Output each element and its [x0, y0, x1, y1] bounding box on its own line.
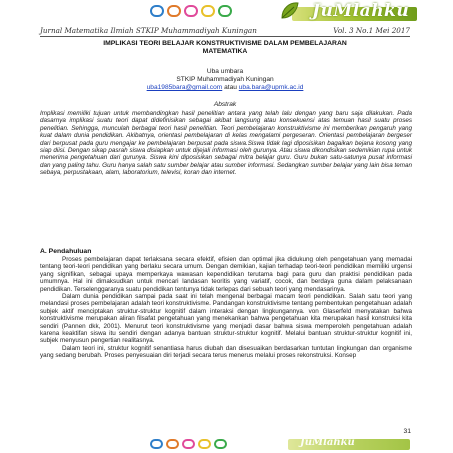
bubble-icon: [166, 439, 179, 449]
journal-logo-text: JuMlahku: [312, 1, 410, 21]
bubble-icon: [214, 439, 227, 449]
abstract-heading: Abstrak: [213, 101, 237, 108]
journal-banner-top: [150, 2, 410, 22]
bubble-icon: [218, 5, 232, 17]
email-connector: atau: [224, 84, 237, 91]
paper-title-line1: IMPLIKASI TEORI BELAJAR KONSTRUKTIVISME DALAM PEMBELAJARAN: [103, 40, 347, 47]
bubble-icon: [198, 439, 211, 449]
paper-title-line2: MATEMATIKA: [202, 48, 248, 55]
bubble-icon: [201, 5, 215, 17]
paragraph: Dalam teori ini, struktur kognitif senantiasa harus diubah dan disesuaikan berdasarkan tuntutan lingkungan dan organisme yang sedang berubah. Proses penyesuaian diri terjadi secara terus menerus melalui proses rekonstruksi. Konsep: [40, 344, 412, 360]
author-emails: [40, 84, 410, 92]
author-email-link[interactable]: uba1985bara@gmail.com: [146, 84, 223, 91]
author-affiliation: STKIP Muhammadiyah Kuningan: [176, 76, 274, 83]
author-name: Uba umbara: [206, 68, 244, 75]
bubble-icon: [182, 439, 195, 449]
paragraph: Proses pembelajaran dapat terlaksana secara efektif, efisien dan optimal jika didukung oleh pengetahuan yang memadai tentang teori-teori pendidikan yang berlaku secara umum. Dengan demikian, kajian terhadap teori-teori pendidikan memiliki urgensi yang signifikan, sebagai upaya memperkaya wawasan kependidikan terutama bagi para guru dan praktisi pendidikan pada umumnya. Hal ini dimaksudkan untuk mencari landasan teoritis yang variatif, cocok, dan berdaya guna dalam pelaksanaan pendidikan. Terselenggaranya suatu pendidikan tentunya tidak terlepas dari sebuah teori yang mendasarinya.: [40, 256, 412, 293]
page-number: 31: [403, 428, 411, 435]
journal-volume: Vol. 3 No.1 Mei 2017: [333, 26, 410, 35]
color-bubbles-bottom: [150, 439, 227, 449]
section-heading: A. Pendahuluan: [40, 248, 92, 255]
bubble-icon: [184, 5, 198, 17]
header-divider: [40, 36, 410, 37]
color-bubbles-top: [150, 5, 232, 17]
section-body: [40, 256, 412, 360]
bubble-icon: [167, 5, 181, 17]
bubble-icon: [150, 439, 163, 449]
author-email-link-2[interactable]: uba.bara@upmk.ac.id: [238, 84, 304, 91]
author-block: [40, 68, 410, 92]
abstract-text: Implikasi memiliki tujuan untuk membandingkan hasil penelitian antara yang telah lalu dengan yang baru saja dilakukan. Pada dasarnya implikasi suatu teori dapat didefinisikan sebagai akibat langsung atau konsekuensi atas temuan hasil suatu proses penelitian. Sehingga, munculah berbagai teori hasil penelitian. Teori pembelajaran konstruktivisme ini memberikan pengaruh yang kuat dalam dunia pendidikan. Akibatnya, orientasi pembelajaran di kelas mengalami pergeseran. Orientasi pembelajaran bergeser dari berpusat pada guru mengajar ke pembelajaran berpusat pada siswa.Siswa tidak lagi diposisikan bagaikan bejana kosong yang siap diisi. Dengan sikap pasrah siswa disiapkan untuk dijejali informasi oleh gurunya. Atau siswa dikondisikan sedemikian rupa untuk menerima pengetahuan dari gurunya. Siswa kini diposisikan sebagai mitra belajar guru. Guru bukan satu-satunya pusat informasi dan yang paling tahu. Guru hanya salah satu sumber belajar atau sumber informasi. Sedangkan sumber belajar yang lain bisa teman sebaya, perpustakaan, alam, laboratorium, televisi, koran dan internet.: [40, 110, 412, 177]
bubble-icon: [150, 5, 164, 17]
paper-title: [40, 40, 410, 56]
journal-banner-bottom: [150, 436, 410, 452]
journal-logo-text-bottom: JuMlahku: [300, 437, 355, 448]
paragraph: Dalam dunia pendidikan sampai pada saat ini telah mengenal berbagai macam teori pendidikan. Salah satu teori yang melandasi proses pembelajaran adalah teori konstruktivisme. Pandangan konstruktivisme tentang pembentukan pengetahuan adalah subjek aktif menciptakan struktur-struktur kognitif dalam interaksi dengan lingkungannya. von Glaserfeld menyatakan bahwa konstruktivisme merupakan aliran filsafat pengetahuan yang menekankan bahwa pengetahuan kita merupakan hasil konstruksi kita sendiri (Pannen dkk, 2001). Menurut teori konstruktivisme yang menjadi dasar bahwa siswa memperoleh pengetahuan adalah karena keaktifan siswa itu sendiri dengan adanya bantuan struktur-struktur kognitif. Melalui bantuan struktur-struktur kognitif ini, subjek menyusun pengertian realitasnya.: [40, 293, 412, 345]
leaf-icon: [278, 0, 300, 22]
journal-name: Jurnal Matematika Ilmiah STKIP Muhammadiyah Kuningan: [40, 26, 257, 35]
